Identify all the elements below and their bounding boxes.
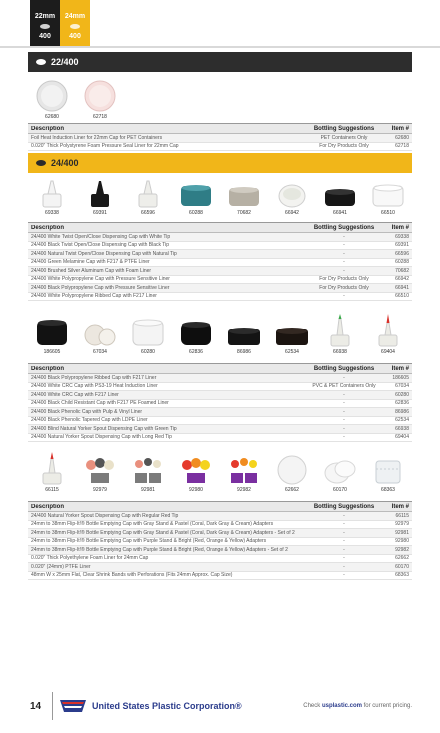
cap-icon	[132, 317, 164, 347]
cell-item: 92979	[395, 521, 409, 528]
cell-description: 24mm to 38mm Flip-It!® Bottle Emptying Cap with Purple Stand & Bright (Red, Orange & Yellow) Adapters	[31, 538, 267, 545]
table-row	[28, 512, 412, 521]
cell-item: 62836	[395, 400, 409, 407]
product-number: 62836	[189, 349, 203, 355]
table-row	[28, 400, 412, 409]
product-number: 67034	[93, 349, 107, 355]
product-number: 60170	[333, 487, 347, 493]
table-row	[28, 383, 412, 392]
ptfe-liner-icon	[323, 457, 357, 485]
cell-item: 66115	[395, 512, 409, 519]
pricing-note-prefix: Check	[303, 703, 322, 709]
cell-bottling: -	[343, 521, 345, 528]
table-row	[28, 434, 412, 443]
cell-item: 62534	[395, 417, 409, 424]
product-row-22	[28, 76, 138, 120]
product-number: 62534	[285, 349, 299, 355]
product-number: 62718	[93, 114, 107, 120]
dispensing-cap-icon	[88, 178, 112, 208]
product-number: 69404	[381, 349, 395, 355]
product-69338[interactable]	[28, 178, 76, 216]
cell-bottling: For Dry Products Only	[319, 284, 369, 291]
cell-item: 66938	[395, 425, 409, 432]
product-66115[interactable]	[28, 455, 76, 493]
shrink-band-icon	[372, 455, 404, 485]
yorker-spout-icon	[40, 451, 64, 485]
product-number: 69338	[45, 210, 59, 216]
cap-icon	[40, 24, 50, 29]
page-number: 14	[30, 701, 42, 712]
product-67034[interactable]	[76, 317, 124, 355]
cell-item: 62680	[395, 134, 409, 141]
cell-bottling: -	[343, 250, 345, 257]
cell-bottling: -	[343, 259, 345, 266]
cell-description: 24/400 Black Phenolic Tapered Cap with LDPE Liner	[31, 417, 148, 424]
table-header	[28, 124, 412, 134]
cell-description: 24/400 Blind Natural Yorker Spout Dispensing Cap with Green Tip	[31, 425, 177, 432]
product-62680[interactable]	[28, 76, 76, 120]
cell-bottling: For Dry Products Only	[319, 143, 369, 150]
product-92980[interactable]	[172, 455, 220, 493]
product-92982[interactable]	[220, 455, 268, 493]
col-item: Item #	[391, 365, 409, 372]
cell-item: 69338	[395, 233, 409, 240]
table-row	[28, 293, 412, 302]
table-row	[28, 233, 412, 242]
table-row	[28, 284, 412, 293]
product-number: 186605	[43, 349, 61, 355]
product-number: 70682	[237, 210, 251, 216]
section-title: 24/400	[51, 158, 79, 168]
cell-item: 70682	[395, 267, 409, 274]
cell-description: 24/400 White Twist Open/Close Dispensing Cap with White Tip	[31, 233, 171, 240]
cell-bottling: -	[343, 563, 345, 570]
cell-item: 92980	[395, 538, 409, 545]
table-row	[28, 242, 412, 251]
dispensing-cap-icon	[136, 178, 160, 208]
cell-bottling: -	[343, 417, 345, 424]
product-60288[interactable]	[172, 178, 220, 216]
cap-icon	[372, 182, 404, 208]
website-link[interactable]: usplastic.com	[321, 703, 362, 709]
cell-item: 68363	[395, 572, 409, 579]
col-description: Description	[31, 224, 65, 231]
table-header	[28, 364, 412, 374]
section-header-22-400	[28, 52, 412, 72]
size-tabs	[30, 0, 90, 46]
cell-description: 0.020" Thick Polyethylene Foam Liner for 24mm Cap	[31, 555, 149, 562]
product-68363[interactable]	[364, 455, 412, 493]
cell-bottling: -	[343, 555, 345, 562]
cell-item: 92981	[395, 529, 409, 536]
product-number: 92979	[93, 487, 107, 493]
foam-liner-icon	[84, 80, 116, 112]
cell-description: 24/400 Green Melamine Cap with F217 & PTFE Liner	[31, 259, 150, 266]
table-row	[28, 250, 412, 259]
product-69391[interactable]	[76, 178, 124, 216]
page-footer	[0, 692, 440, 720]
col-description: Description	[31, 365, 65, 372]
tab-24mm[interactable]	[60, 0, 90, 46]
cell-description: 24/400 Black Polypropylene Ribbed Cap with F217 Liner	[31, 374, 157, 381]
product-number: 60280	[141, 349, 155, 355]
product-number: 66115	[45, 487, 59, 493]
cap-icon	[324, 186, 356, 208]
cell-description: 24/400 Brushed Silver Aluminum Cap with Foam Liner	[31, 267, 152, 274]
yorker-spout-icon	[328, 313, 352, 347]
table-row	[28, 259, 412, 268]
cell-bottling: -	[343, 242, 345, 249]
table-row	[28, 521, 412, 530]
cell-description: 24/400 Natural Twist Open/Close Dispensing Cap with Natural Tip	[31, 250, 177, 257]
table-row	[28, 425, 412, 434]
cell-item: 66510	[395, 293, 409, 300]
product-60280[interactable]	[124, 317, 172, 355]
cell-description: 24/400 Black Child Resistant Cap with F217 PE Foamed Liner	[31, 400, 169, 407]
flip-it-cap-icon	[179, 455, 213, 485]
cell-item: 62718	[395, 143, 409, 150]
product-69404[interactable]	[364, 317, 412, 355]
product-62662[interactable]	[268, 455, 316, 493]
col-bottling: Bottling Suggestions	[313, 224, 375, 231]
table-row	[28, 572, 412, 581]
top-divider	[0, 46, 440, 48]
section-header-24-400	[28, 153, 412, 173]
cell-item: 69391	[395, 242, 409, 249]
cell-bottling: -	[343, 293, 345, 300]
product-66510[interactable]	[364, 178, 412, 216]
product-row-a	[28, 178, 412, 216]
tab-label: 24mm	[64, 13, 86, 20]
cell-description: 24/400 Black Polypropylene Cap with Pressure Sensitive Liner	[31, 284, 170, 291]
pricing-note-suffix: for current pricing.	[361, 703, 412, 709]
cell-description: 48mm W x 25mm Flat, Clear Shrink Bands with Perforations (Fits 24mm Approx. Cap Size)	[31, 572, 233, 579]
table-row	[28, 276, 412, 285]
product-row-c	[28, 455, 412, 493]
table-row	[28, 267, 412, 276]
table-22-400	[28, 123, 412, 151]
cell-bottling: -	[343, 538, 345, 545]
cap-icon	[36, 317, 68, 347]
product-62718[interactable]	[76, 76, 124, 120]
product-number: 62662	[285, 487, 299, 493]
tab-22mm[interactable]	[30, 0, 60, 46]
brand-name: United States Plastic Corporation®	[92, 701, 242, 711]
footer-divider	[52, 692, 53, 720]
product-92981[interactable]	[124, 455, 172, 493]
product-66938[interactable]	[316, 317, 364, 355]
cell-description: 24/400 White Polypropylene Cap with Pressure Sensitive Liner	[31, 276, 170, 283]
cell-bottling: -	[343, 374, 345, 381]
foam-liner-icon	[276, 455, 308, 485]
dispensing-cap-icon	[40, 178, 64, 208]
cell-item: 69404	[395, 434, 409, 441]
cell-bottling: -	[343, 546, 345, 553]
table-row	[28, 546, 412, 555]
cell-bottling: For Dry Products Only	[319, 276, 369, 283]
product-186605[interactable]	[28, 317, 76, 355]
table-24-400-b	[28, 363, 412, 442]
cell-description: 24/400 Natural Yorker Spout Dispensing Cap with Long Red Tip	[31, 434, 172, 441]
cap-icon	[36, 160, 46, 166]
table-24-400-a	[28, 222, 412, 301]
col-description: Description	[31, 125, 65, 132]
table-24-400-c	[28, 501, 412, 580]
cell-bottling: PVC & PET Containers Only	[312, 383, 376, 390]
flip-it-cap-icon	[83, 455, 117, 485]
cell-item: 66596	[395, 250, 409, 257]
col-description: Description	[31, 503, 65, 510]
table-row	[28, 391, 412, 400]
tab-label: 22mm	[34, 13, 56, 20]
cap-icon	[36, 59, 46, 65]
product-number: 62680	[45, 114, 59, 120]
cell-description: 0.020" Thick Polystyrene Foam Pressure Seal Liner for 22mm Cap	[31, 143, 179, 150]
cap-icon	[180, 182, 212, 208]
product-number: 68363	[381, 487, 395, 493]
cell-bottling: -	[343, 425, 345, 432]
product-70682[interactable]	[220, 178, 268, 216]
cell-description: 24/400 Natural Yorker Spout Dispensing Cap with Regular Red Tip	[31, 512, 179, 519]
cell-description: 24/400 Black Phenolic Cap with Pulp & Vinyl Liner	[31, 408, 143, 415]
cell-description: 24mm to 38mm Flip-It!® Bottle Emptying Cap with Gray Stand & Pastel (Coral, Dark Gray & Cream) Adapters	[31, 521, 274, 528]
cell-bottling: -	[343, 400, 345, 407]
cell-bottling: -	[343, 572, 345, 579]
cell-bottling: -	[343, 267, 345, 274]
cap-icon	[180, 319, 212, 347]
cell-bottling: -	[343, 233, 345, 240]
cell-description: 0.020" (24mm) PTFE Liner	[31, 563, 91, 570]
product-62836[interactable]	[172, 317, 220, 355]
cell-item: 60170	[395, 563, 409, 570]
cell-bottling: -	[343, 408, 345, 415]
table-row	[28, 563, 412, 572]
table-row	[28, 529, 412, 538]
product-number: 66596	[141, 210, 155, 216]
col-bottling: Bottling Suggestions	[313, 365, 375, 372]
cell-description: Foil Heat Induction Liner for 22mm Cap for PET Containers	[31, 134, 163, 141]
col-item: Item #	[391, 125, 409, 132]
table-row	[28, 555, 412, 564]
cap-icon	[227, 325, 261, 347]
cell-bottling: -	[343, 529, 345, 536]
cell-description: 24/400 White CRC Cap with PS3-19 Heat Induction Liner	[31, 383, 158, 390]
table-row	[28, 538, 412, 547]
product-60170[interactable]	[316, 455, 364, 493]
cell-item: 86986	[395, 408, 409, 415]
table-row	[28, 408, 412, 417]
product-number: 66510	[381, 210, 395, 216]
cell-item: 60288	[395, 259, 409, 266]
cell-bottling: -	[343, 391, 345, 398]
cap-icon	[275, 325, 309, 347]
product-66942[interactable]	[268, 178, 316, 216]
product-92979[interactable]	[76, 455, 124, 493]
section-title: 22/400	[51, 57, 79, 67]
product-row-b	[28, 317, 412, 355]
product-86986[interactable]	[220, 317, 268, 355]
cell-item: 186605	[392, 374, 409, 381]
usp-logo-icon	[58, 698, 88, 714]
product-number: 86986	[237, 349, 251, 355]
cell-item: 60280	[395, 391, 409, 398]
liner-cap-icon	[83, 319, 117, 347]
cell-item: 62662	[395, 555, 409, 562]
flip-it-cap-icon	[131, 455, 165, 485]
col-bottling: Bottling Suggestions	[313, 125, 375, 132]
cell-description: 24/400 White Polypropylene Ribbed Cap with F217 Liner	[31, 293, 157, 300]
col-item: Item #	[391, 503, 409, 510]
product-number: 66941	[333, 210, 347, 216]
tab-sub: 400	[69, 33, 81, 40]
product-number: 92980	[189, 487, 203, 493]
pricing-note	[303, 703, 412, 709]
tab-sub: 400	[39, 33, 51, 40]
table-header	[28, 223, 412, 233]
product-66941[interactable]	[316, 178, 364, 216]
table-row	[28, 374, 412, 383]
col-bottling: Bottling Suggestions	[313, 503, 375, 510]
product-66596[interactable]	[124, 178, 172, 216]
product-number: 66942	[285, 210, 299, 216]
cell-bottling: -	[343, 434, 345, 441]
cell-item: 92982	[395, 546, 409, 553]
yorker-spout-icon	[376, 313, 400, 347]
cell-description: 24/400 White CRC Cap with F217 Liner	[31, 391, 119, 398]
cell-bottling: -	[343, 512, 345, 519]
cell-item: 67034	[395, 383, 409, 390]
cell-description: 24/400 Black Twist Open/Close Dispensing Cap with Black Tip	[31, 242, 170, 249]
cell-description: 24mm to 38mm Flip-It!® Bottle Emptying Cap with Gray Stand & Pastel (Coral, Dark Gray & Cream) Adapters - Set of 2	[31, 529, 295, 536]
table-row	[28, 134, 412, 143]
cap-icon	[228, 184, 260, 208]
cell-description: 24mm to 38mm Flip-It!® Bottle Emptying Cap with Purple Stand & Bright (Red, Orange & Yellow) Adapters - Set of 2	[31, 546, 288, 553]
product-number: 66938	[333, 349, 347, 355]
product-number: 92981	[141, 487, 155, 493]
cell-item: 66941	[395, 284, 409, 291]
table-row	[28, 143, 412, 152]
product-number: 60288	[189, 210, 203, 216]
cell-item: 66942	[395, 276, 409, 283]
table-header	[28, 502, 412, 512]
cell-bottling: PET Containers Only	[320, 134, 368, 141]
cap-icon	[277, 182, 307, 208]
product-number: 69391	[93, 210, 107, 216]
cap-icon	[70, 24, 80, 29]
flip-it-cap-icon	[227, 455, 261, 485]
product-number: 92982	[237, 487, 251, 493]
foam-liner-icon	[36, 80, 68, 112]
product-62534[interactable]	[268, 317, 316, 355]
table-row	[28, 417, 412, 426]
col-item: Item #	[391, 224, 409, 231]
